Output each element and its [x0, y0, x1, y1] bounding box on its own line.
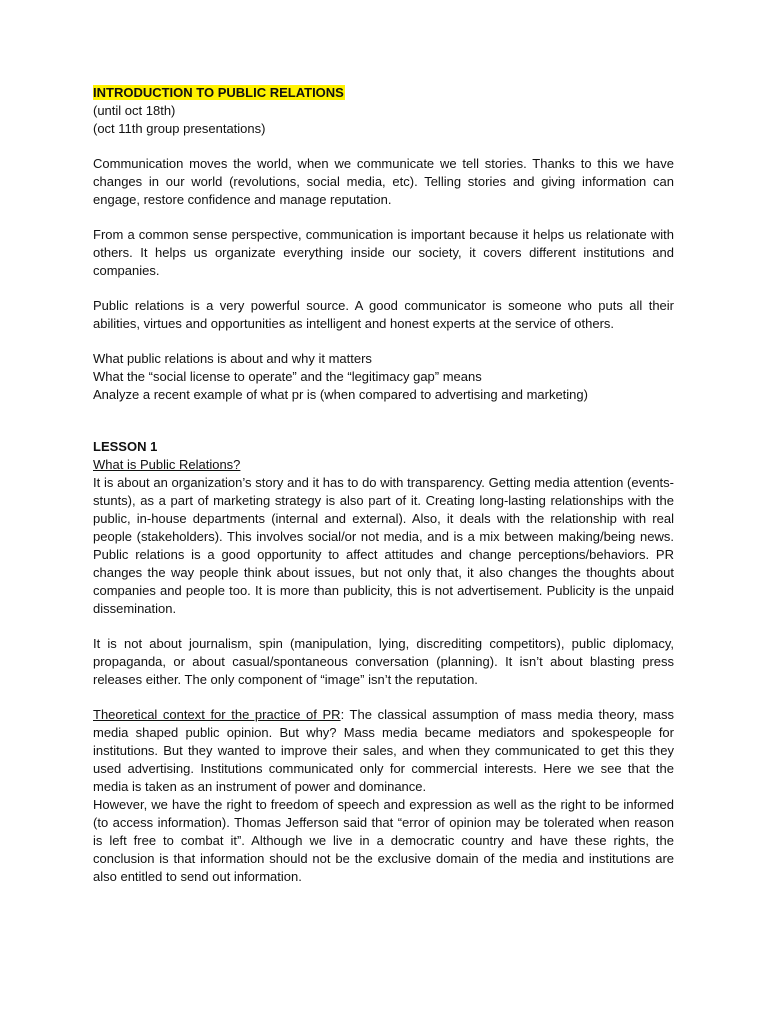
schedule-line-2: (oct 11th group presentations) [93, 121, 266, 136]
lesson-paragraph-1: It is about an organization’s story and it has to do with transparency. Getting media attention (events-stunts), as a part of marketing strategy is also part of it. Creating long-lasting relationships with the public, in-house departments (internal and external). Also, it deals with the relationship with real people (stakeholders). This involves social/or not media, and is a mix between making/being news. Public relations is a good opportunity to affect attitudes and change perceptions/behaviors. PR changes the way people think about issues, but not only that, it also changes the thoughts about companies and people too. It is more than publicity, this is not advertisement. Publicity is the unpaid dissemination. [93, 475, 674, 616]
intro-paragraph-2: From a common sense perspective, communication is important because it helps us relationate with others. It helps us organizate everything inside our society, it covers different institutions and companies. [93, 227, 674, 278]
context-text: : The classical assumption of mass media theory, mass media shaped public opinion. But why? Mass media became mediators and spokespeople for institutions. But they wanted to improve their sales, and when they communicated to get this they used advertising. Institutions communicated only for commercial interests. Here we see that the media is taken as an instrument of power and dominance. [93, 707, 674, 794]
lesson-subheading: What is Public Relations? [93, 457, 241, 472]
document-page [93, 84, 674, 886]
intro-paragraph-3: Public relations is a very powerful source. A good communicator is someone who puts all their abilities, virtues and opportunities as intelligent and honest experts at the service of others. [93, 298, 674, 331]
lesson-paragraph-3 [93, 706, 674, 796]
spacer [93, 209, 674, 226]
spacer [93, 689, 674, 706]
topic-item: Analyze a recent example of what pr is (when compared to advertising and marketing) [93, 387, 588, 402]
spacer [93, 404, 674, 438]
lesson-paragraph-4: However, we have the right to freedom of speech and expression as well as the right to be informed (to access information). Thomas Jefferson said that “error of opinion may be tolerated when reason is left free to combat it”. Although we live in a democratic country and have these rights, the conclusion is that information should not be the exclusive domain of the media and institutions are also entitled to send out information. [93, 797, 674, 884]
spacer [93, 138, 674, 155]
lesson-paragraph-2: It is not about journalism, spin (manipulation, lying, discrediting competitors), public diplomacy, propaganda, or about casual/spontaneous conversation (planning). It isn’t about blasting press releases either. The only component of “image” isn’t the reputation. [93, 636, 674, 687]
context-label: Theoretical context for the practice of PR [93, 707, 341, 722]
lesson-heading: LESSON 1 [93, 439, 158, 454]
topic-item: What public relations is about and why it matters [93, 351, 372, 366]
spacer [93, 618, 674, 635]
intro-paragraph-1: Communication moves the world, when we communicate we tell stories. Thanks to this we have changes in our world (revolutions, social media, etc). Telling stories and giving information can engage, restore confidence and manage reputation. [93, 156, 674, 207]
spacer [93, 280, 674, 297]
document-title: INTRODUCTION TO PUBLIC RELATIONS [93, 85, 344, 100]
spacer [93, 333, 674, 350]
document-title-line [93, 84, 674, 102]
schedule-line-1: (until oct 18th) [93, 103, 176, 118]
topic-item: What the “social license to operate” and the “legitimacy gap” means [93, 369, 482, 384]
